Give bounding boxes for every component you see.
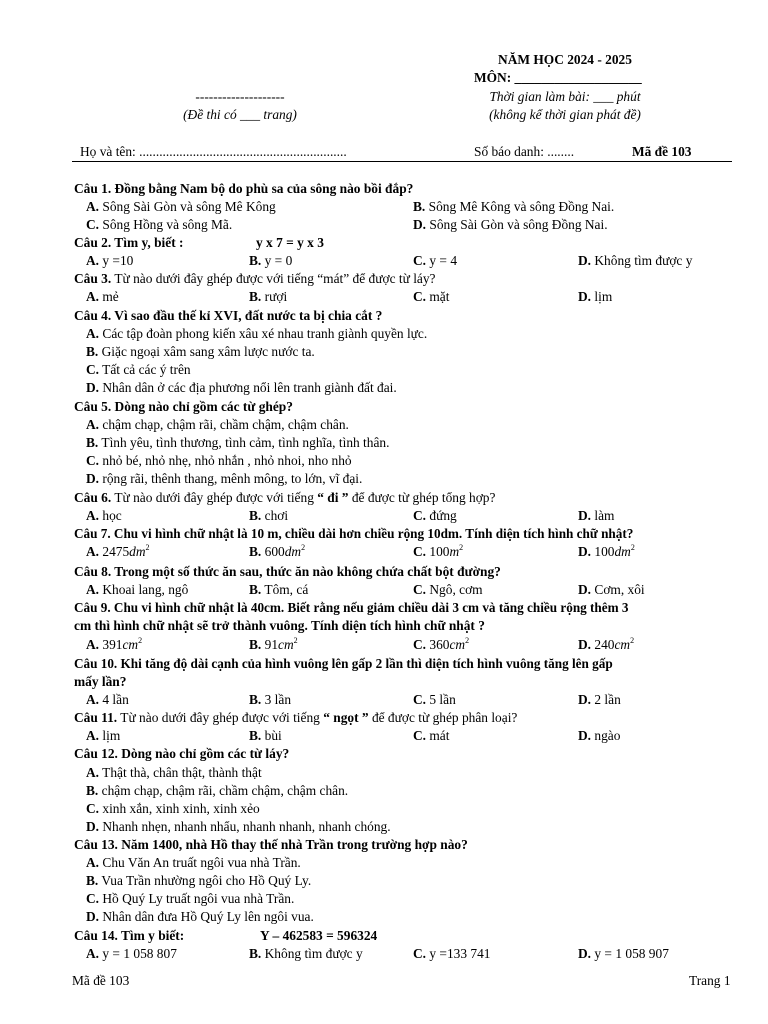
q4-option-c: C. Tất cả các ý trên [86,362,191,377]
q12-option-c: C. xinh xắn, xinh xinh, xinh xẻo [86,801,260,816]
q4-option-a: A. Các tập đoàn phong kiến xâu xé nhau tranh giành quyền lực. [86,326,428,341]
q9-option-a: A. $391cm^2$ [86,636,143,652]
q10-option-a: A. 4 lần [86,692,129,707]
q9-option-c: C. $360cm^2$ [413,636,470,652]
question-5: Câu 5. Dòng nào chỉ gồm các từ ghép? [74,399,293,414]
q11-option-c: C. mát [413,728,450,743]
q6-option-c: C. đứng [413,508,457,523]
q14-expression: Y – 462583 = 596324 [260,928,378,943]
header-rule [72,161,732,162]
question-3: Câu 3. Từ nào dưới đây ghép được với tiếng “mát” để được từ láy? [74,271,436,286]
q13-option-a: A. Chu Văn An truất ngôi vua nhà Trần. [86,855,301,870]
q8-option-a: A. Khoai lang, ngô [86,582,189,597]
q8-option-d: D. Cơm, xôi [578,582,645,597]
q10-option-d: D. 2 lần [578,692,621,707]
q5-option-d: D. rộng rãi, thênh thang, mênh mông, to lớn, vĩ đại. [86,471,363,486]
q3-option-b: B. rượi [249,289,288,304]
q6-option-a: A. học [86,508,122,523]
q12-option-a: A. Thật thà, chân thật, thành thật [86,765,262,780]
question-9-line-1: Câu 9. Chu vi hình chữ nhật là 40cm. Biết rằng nếu giảm chiều dài 3 cm và tăng chiều rộng thêm 3 [74,600,629,615]
question-9-line-2: cm thì hình chữ nhật sẽ trở thành vuông. Tính diện tích hình chữ nhật ? [74,618,485,633]
question-6: Câu 6. Từ nào dưới đây ghép được với tiếng “ đi ” để được từ ghép tổng hợp? [74,490,496,505]
q14-option-b: B. Không tìm được y [249,946,363,961]
q7-option-c: C. $100m^2$ [413,543,464,559]
q2-option-d: D. Không tìm được y [578,253,693,268]
question-1: Câu 1. Đồng bằng Nam bộ do phù sa của sông nào bồi đắp? [74,181,414,196]
question-14: Câu 14. Tìm y biết: [74,928,185,943]
q14-option-d: D. y = 1 058 907 [578,946,669,961]
q7-option-a: A. $2475dm^2$ [86,543,150,559]
school-year: NĂM HỌC 2024 - 2025 [498,52,632,67]
q10-option-b: B. 3 lần [249,692,292,707]
q4-option-b: B. Giặc ngoại xâm sang xâm lược nước ta. [86,344,315,359]
q11-option-b: B. bùi [249,728,282,743]
q6-option-b: B. chơi [249,508,289,523]
exam-code: Mã đề 103 [632,144,692,159]
q5-option-c: C. nhỏ bé, nhỏ nhẹ, nhỏ nhắn , nhỏ nhoi, nho nhỏ [86,453,352,468]
q6-option-d: D. làm [578,508,615,523]
q1-option-c: C. Sông Hồng và sông Mã. [86,217,233,232]
q7-option-d: D. $100dm^2$ [578,543,635,559]
q9-option-b: B. $91cm^2$ [249,636,298,652]
q4-option-d: D. Nhân dân ở các địa phương nổi lên tranh giành đất đai. [86,380,397,395]
q2-option-a: A. y =10 [86,253,134,268]
q2-expression: y x 7 = y x 3 [256,235,324,250]
q5-option-a: A. chậm chạp, chậm rãi, chầm chậm, chậm chân. [86,417,349,432]
time-label: Thời gian làm bài: ___ phút [489,89,641,104]
question-2: Câu 2. Tìm y, biết : [74,235,184,250]
dashes: -------------------- [195,89,285,104]
q14-option-a: A. y = 1 058 807 [86,946,177,961]
q9-option-d: D. $240cm^2$ [578,636,635,652]
q8-option-c: C. Ngô, cơm [413,582,483,597]
q2-option-c: C. y = 4 [413,253,458,268]
question-12: Câu 12. Dòng nào chỉ gồm các từ láy? [74,746,290,761]
pages-note: (Đề thi có ___ trang) [183,107,297,122]
q10-option-c: C. 5 lần [413,692,456,707]
q3-option-d: D. lịm [578,289,613,304]
q13-option-c: C. Hồ Quý Ly truất ngôi vua nhà Trần. [86,891,295,906]
q3-option-c: C. mặt [413,289,450,304]
question-8: Câu 8. Trong một số thức ăn sau, thức ăn nào không chứa chất bột đường? [74,564,501,579]
q14-option-c: C. y =133 741 [413,946,491,961]
q1-option-b: B. Sông Mê Kông và sông Đồng Nai. [413,199,615,214]
q11-option-a: A. lịm [86,728,121,743]
q1-option-d: D. Sông Sài Gòn và sông Đồng Nai. [413,217,608,232]
time-note: (không kể thời gian phát đề) [489,107,641,122]
q3-option-a: A. mẻ [86,289,119,304]
q8-option-b: B. Tôm, cá [249,582,309,597]
question-11: Câu 11. Từ nào dưới đây ghép được với tiếng “ ngọt ” để được từ ghép phân loại? [74,710,518,725]
name-field-label: Họ và tên: .............................................................. [80,144,347,159]
q5-option-b: B. Tình yêu, tình thương, tình cảm, tình nghĩa, tình thân. [86,435,390,450]
question-10-line-2: mấy lần? [74,674,127,689]
q1-option-a: A. Sông Sài Gòn và sông Mê Kông [86,199,276,214]
student-id-label: Số báo danh: ........ [474,144,575,159]
q13-option-b: B. Vua Trần nhường ngôi cho Hồ Quý Ly. [86,873,312,888]
q13-option-d: D. Nhân dân đưa Hồ Quý Ly lên ngôi vua. [86,909,314,924]
q12-option-b: B. chậm chạp, chậm rãi, chầm chậm, chậm chân. [86,783,349,798]
question-4: Câu 4. Vì sao đầu thế kỉ XVI, đất nước ta bị chia cắt ? [74,308,383,323]
footer-exam-code: Mã đề 103 [72,973,130,988]
question-13: Câu 13. Năm 1400, nhà Hồ thay thế nhà Trần trong trường hợp nào? [74,837,468,852]
q12-option-d: D. Nhanh nhẹn, nhanh nhẩu, nhanh nhanh, nhanh chóng. [86,819,391,834]
question-10-line-1: Câu 10. Khi tăng độ dài cạnh của hình vuông lên gấp 2 lần thì diện tích hình vuông tăng lên gấp [74,656,613,671]
q2-option-b: B. y = 0 [249,253,293,268]
q7-option-b: B. $600dm^2$ [249,543,306,559]
footer-page-number: Trang 1 [689,973,731,988]
q11-option-d: D. ngào [578,728,621,743]
subject-label: MÔN: ___________________ [474,70,642,85]
question-7: Câu 7. Chu vi hình chữ nhật là 10 m, chiều dài hơn chiều rộng 10dm. Tính diện tích hình chữ nhật? [74,526,634,541]
